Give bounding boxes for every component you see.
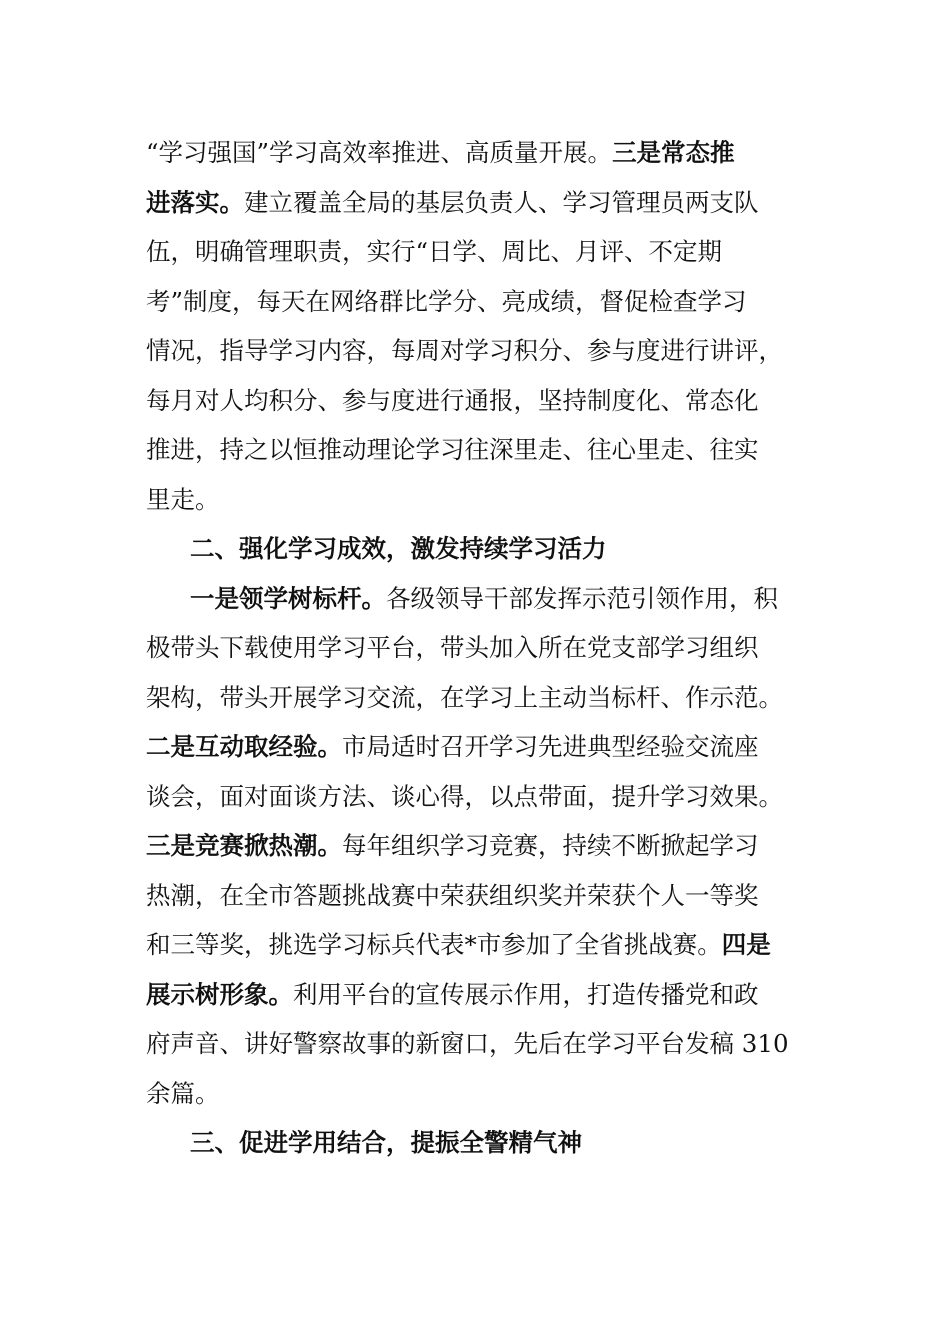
bold-lead-phrase: 进落实。 — [146, 187, 244, 217]
body-line: 极带头下载使用学习平台，带头加入所在党支部学习组织 — [146, 633, 759, 662]
bold-lead-phrase: 三是常态推 — [612, 138, 735, 167]
body-text: 和三等奖，挑选学习标兵代表*市参加了全省挑战赛。 — [146, 930, 722, 959]
bold-lead-phrase: 展示树形象。 — [146, 979, 293, 1009]
body-text: 建立覆盖全局的基层负责人、学习管理员两支队 — [244, 187, 759, 217]
body-line: 推进，持之以恒推动理论学习往深里走、往心里走、往实 — [146, 435, 759, 464]
body-line: 热潮，在全市答题挑战赛中荣获组织奖并荣获个人一等奖 — [146, 880, 759, 910]
body-line — [146, 970, 806, 1020]
section-heading-2: 二、强化学习成效，激发持续学习活力 — [190, 534, 607, 563]
body-text: “学习强国”学习高效率推进、高质量开展。 — [146, 138, 613, 167]
body-line — [146, 128, 806, 178]
bold-lead-phrase: 三是竞赛掀热潮。 — [146, 831, 342, 860]
bold-lead-phrase: 四是 — [721, 930, 771, 959]
bold-lead-phrase: 一是领学树标杆。 — [190, 583, 386, 613]
body-line — [146, 821, 806, 871]
body-line: 考”制度，每天在网络群比学分、亮成绩，督促检查学习 — [146, 286, 747, 316]
body-line: 余篇。 — [146, 1078, 220, 1108]
body-line: 每月对人均积分、参与度进行通报，坚持制度化、常态化 — [146, 385, 759, 415]
body-text: 每年组织学习竞赛，持续不断掀起学习 — [342, 831, 759, 860]
body-line — [146, 722, 806, 772]
body-line: 府声音、讲好警察故事的新窗口，先后在学习平台发稿 310 — [146, 1029, 789, 1058]
body-line: 谈会，面对面谈方法、谈心得，以点带面，提升学习效果。 — [146, 781, 783, 811]
body-text: 市局适时召开学习先进典型经验交流座 — [342, 732, 759, 761]
section-heading-3: 三、促进学用结合，提振全警精气神 — [190, 1128, 582, 1157]
body-line — [146, 574, 806, 624]
body-line — [146, 920, 806, 970]
body-line: 架构，带头开展学习交流，在学习上主动当标杆、作示范。 — [146, 682, 783, 712]
body-text: 各级领导干部发挥示范引领作用，积 — [386, 583, 778, 613]
body-text: 利用平台的宣传展示作用，打造传播党和政 — [293, 979, 759, 1009]
body-line: 情况，指导学习内容，每周对学习积分、参与度进行讲评， — [146, 336, 783, 365]
body-line: 伍，明确管理职责，实行“日学、周比、月评、不定期 — [146, 237, 723, 266]
bold-lead-phrase: 二是互动取经验。 — [146, 732, 342, 761]
body-line — [146, 178, 806, 228]
body-line: 里走。 — [146, 484, 220, 514]
document-body — [146, 128, 806, 1168]
